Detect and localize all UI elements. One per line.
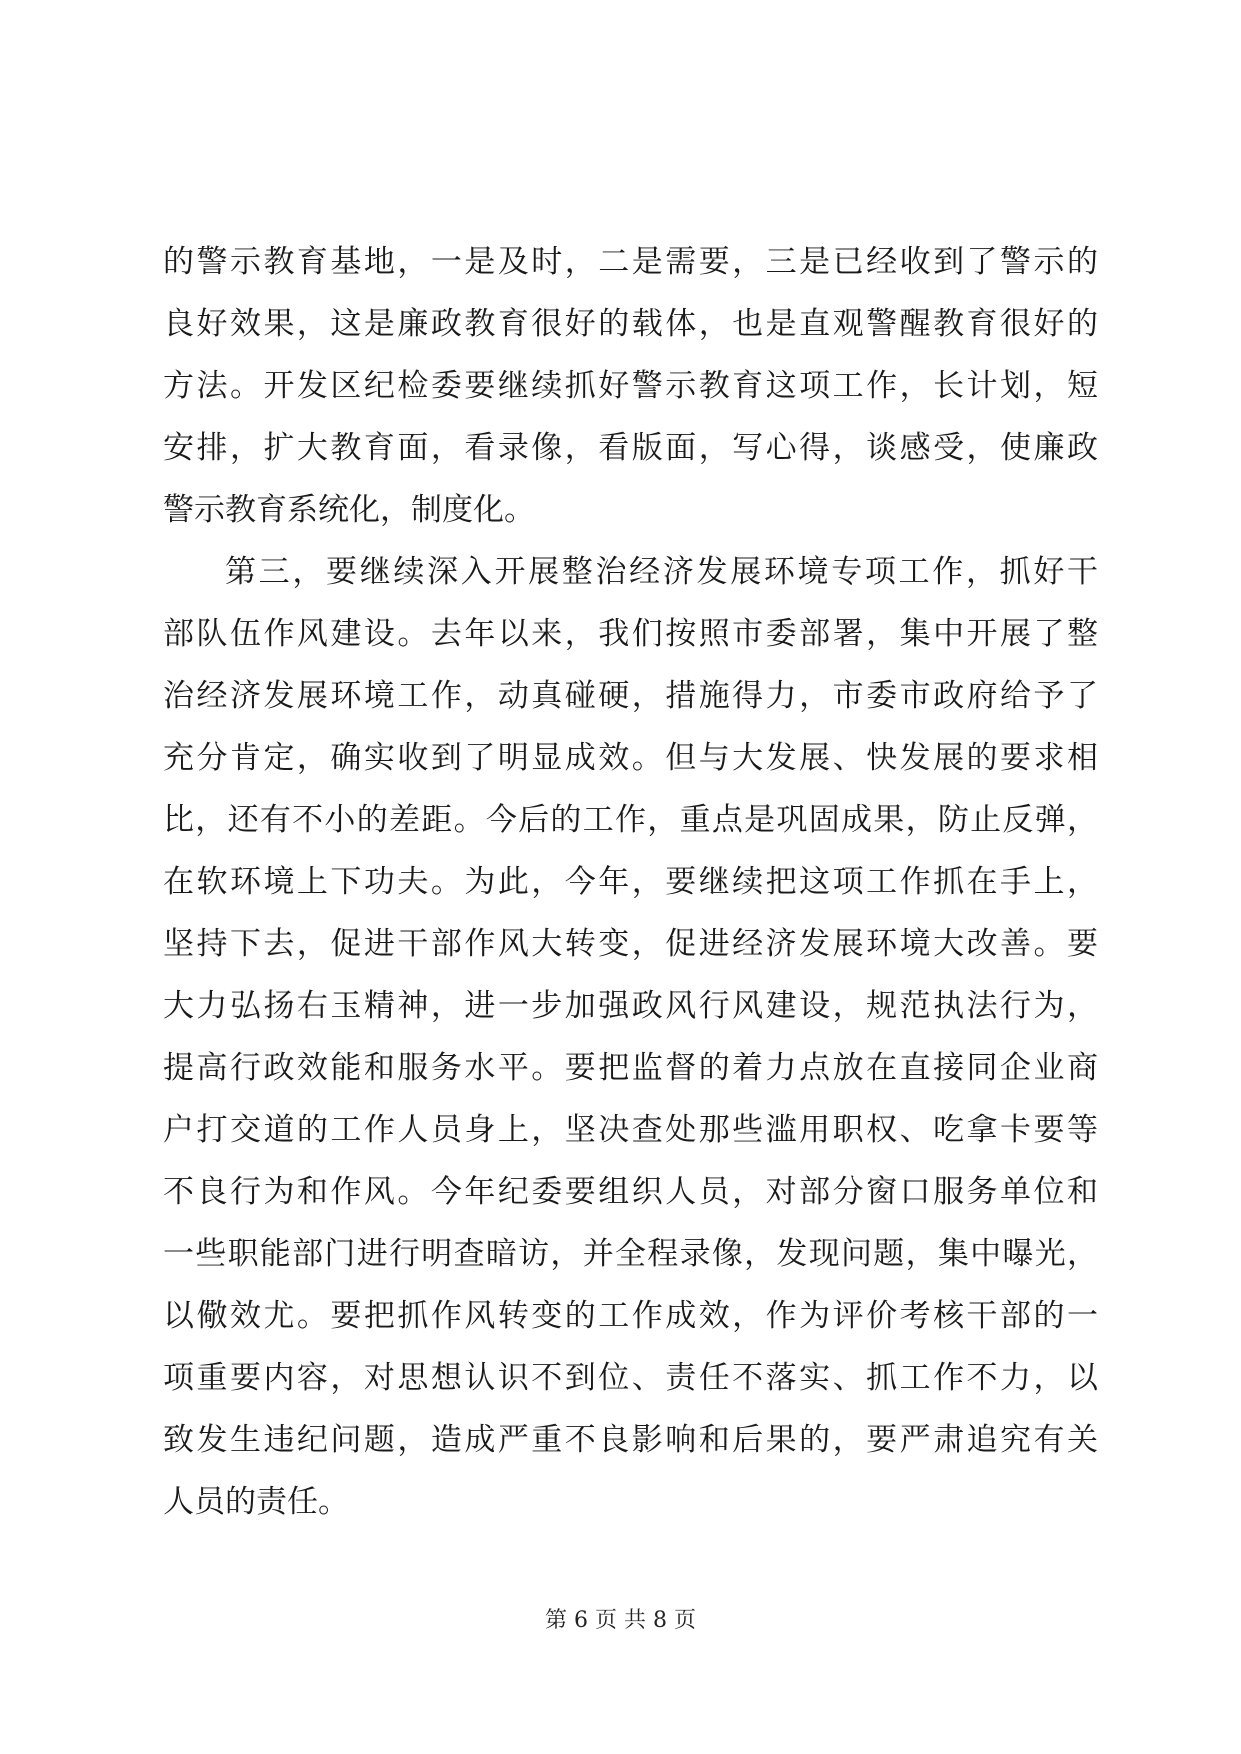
text-line: 不良行为和作风。今年纪委要组织人员，对部分窗口服务单位和 <box>163 1174 1098 1210</box>
page-number: 第 6 页 共 8 页 <box>545 1608 696 1633</box>
text-line: 以儆效尤。要把抓作风转变的工作成效，作为评价考核干部的一 <box>163 1298 1098 1334</box>
text-line: 警示教育系统化，制度化。 <box>163 492 535 528</box>
text-line: 方法。开发区纪检委要继续抓好警示教育这项工作，长计划，短 <box>163 368 1098 404</box>
text-line: 的警示教育基地，一是及时，二是需要，三是已经收到了警示的 <box>163 244 1098 280</box>
text-line: 坚持下去，促进干部作风大转变，促进经济发展环境大改善。要 <box>163 926 1098 962</box>
text-line: 比，还有不小的差距。今后的工作，重点是巩固成果，防止反弹， <box>163 802 1098 838</box>
paragraph <box>163 541 1098 1533</box>
text-line: 治经济发展环境工作，动真碰硬，措施得力，市委市政府给予了 <box>163 678 1098 714</box>
text-line: 部队伍作风建设。去年以来，我们按照市委部署，集中开展了整 <box>163 616 1098 652</box>
text-line: 一些职能部门进行明查暗访，并全程录像，发现问题，集中曝光， <box>163 1236 1098 1272</box>
text-line: 提高行政效能和服务水平。要把监督的着力点放在直接同企业商 <box>163 1050 1098 1086</box>
text-line: 户打交道的工作人员身上，坚决查处那些滥用职权、吃拿卡要等 <box>163 1112 1098 1148</box>
text-line: 项重要内容，对思想认识不到位、责任不落实、抓工作不力，以 <box>163 1360 1098 1396</box>
document-body <box>163 231 1098 1533</box>
text-line: 第三，要继续深入开展整治经济发展环境专项工作，抓好干 <box>225 554 1098 590</box>
text-line: 充分肯定，确实收到了明显成效。但与大发展、快发展的要求相 <box>163 740 1098 776</box>
text-line: 安排，扩大教育面，看录像，看版面，写心得，谈感受，使廉政 <box>163 430 1098 466</box>
text-line: 致发生违纪问题，造成严重不良影响和后果的，要严肃追究有关 <box>163 1422 1098 1458</box>
text-line: 人员的责任。 <box>163 1484 349 1520</box>
text-line: 良好效果，这是廉政教育很好的载体，也是直观警醒教育很好的 <box>163 306 1098 342</box>
text-line: 在软环境上下功夫。为此，今年，要继续把这项工作抓在手上， <box>163 864 1098 900</box>
text-line: 大力弘扬右玉精神，进一步加强政风行风建设，规范执法行为， <box>163 988 1098 1024</box>
paragraph <box>163 231 1098 541</box>
